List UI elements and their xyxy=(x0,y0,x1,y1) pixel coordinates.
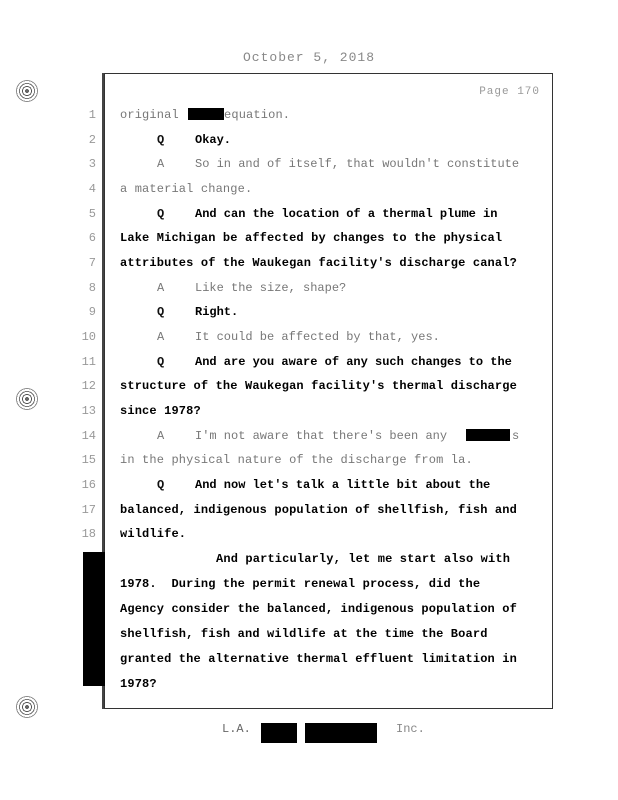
line-number: 12 xyxy=(81,379,96,393)
transcript-line-9: Right. xyxy=(195,305,239,319)
line-number: 3 xyxy=(88,157,96,171)
line-number: 11 xyxy=(81,355,96,369)
line-number: 13 xyxy=(81,404,96,418)
footer-left-text: L.A. xyxy=(222,722,251,736)
redaction-block xyxy=(188,108,224,120)
line-number: 17 xyxy=(81,503,96,517)
question-marker: Q xyxy=(157,355,165,369)
line-number: 6 xyxy=(88,231,96,245)
transcript-line-7: attributes of the Waukegan facility's discharge canal? xyxy=(120,256,517,270)
line-number: 2 xyxy=(88,133,96,147)
binder-hole-top-icon xyxy=(16,80,38,102)
binder-hole-bottom-icon xyxy=(16,696,38,718)
transcript-line-2: Okay. xyxy=(195,133,232,147)
redaction-block xyxy=(305,723,377,743)
transcript-line-3: So in and of itself, that wouldn't constitute xyxy=(195,157,520,171)
continuation-line: granted the alternative thermal effluent limitation in xyxy=(120,652,517,666)
line-number: 15 xyxy=(81,453,96,467)
line-number: 9 xyxy=(88,305,96,319)
binder-hole-middle-icon xyxy=(16,388,38,410)
continuation-line: And particularly, let me start also with xyxy=(216,552,511,566)
transcript-line-5: And can the location of a thermal plume in xyxy=(195,207,498,221)
transcript-line-6: Lake Michigan be affected by changes to the physical xyxy=(120,231,503,245)
transcript-line-16: And now let's talk a little bit about the xyxy=(195,478,491,492)
question-marker: Q xyxy=(157,133,165,147)
question-marker: Q xyxy=(157,478,165,492)
transcript-line-13: since 1978? xyxy=(120,404,201,418)
redaction-block xyxy=(261,723,297,743)
transcript-line-17: balanced, indigenous population of shellfish, fish and xyxy=(120,503,517,517)
page-number: Page 170 xyxy=(479,86,540,98)
transcript-line-1-prefix: original xyxy=(120,108,179,122)
transcript-line-11: And are you aware of any such changes to the xyxy=(195,355,512,369)
transcript-line-4: a material change. xyxy=(120,182,253,196)
line-number: 5 xyxy=(88,207,96,221)
header-date: October 5, 2018 xyxy=(242,50,376,65)
answer-marker: A xyxy=(157,330,165,344)
line-number: 4 xyxy=(88,182,96,196)
transcript-line-8: Like the size, shape? xyxy=(195,281,347,295)
answer-marker: A xyxy=(157,157,165,171)
line-number: 8 xyxy=(88,281,96,295)
continuation-line: Agency consider the balanced, indigenous population of xyxy=(120,602,517,616)
transcript-line-15: in the physical nature of the discharge from la. xyxy=(120,453,473,467)
transcript-line-14: I'm not aware that there's been any xyxy=(195,429,448,443)
answer-marker: A xyxy=(157,429,165,443)
line-number: 14 xyxy=(81,429,96,443)
continuation-line: 1978? xyxy=(120,677,157,691)
footer-right-text: Inc. xyxy=(396,722,425,736)
transcript-line-1-suffix: equation. xyxy=(224,108,291,122)
line-number: 7 xyxy=(88,256,96,270)
question-marker: Q xyxy=(157,207,165,221)
line-number: 10 xyxy=(81,330,96,344)
line-number: 18 xyxy=(81,527,96,541)
continuation-line: shellfish, fish and wildlife at the time the Board xyxy=(120,627,488,641)
transcript-line-18: wildlife. xyxy=(120,527,187,541)
transcript-line-14-tail: s xyxy=(512,429,520,443)
line-number: 1 xyxy=(88,108,96,122)
answer-marker: A xyxy=(157,281,165,295)
question-marker: Q xyxy=(157,305,165,319)
side-redaction-bar xyxy=(83,552,105,686)
continuation-line: 1978. During the permit renewal process, did the xyxy=(120,577,481,591)
redaction-block xyxy=(466,429,510,441)
transcript-line-10: It could be affected by that, yes. xyxy=(195,330,440,344)
transcript-line-12: structure of the Waukegan facility's thermal discharge xyxy=(120,379,517,393)
line-number: 16 xyxy=(81,478,96,492)
